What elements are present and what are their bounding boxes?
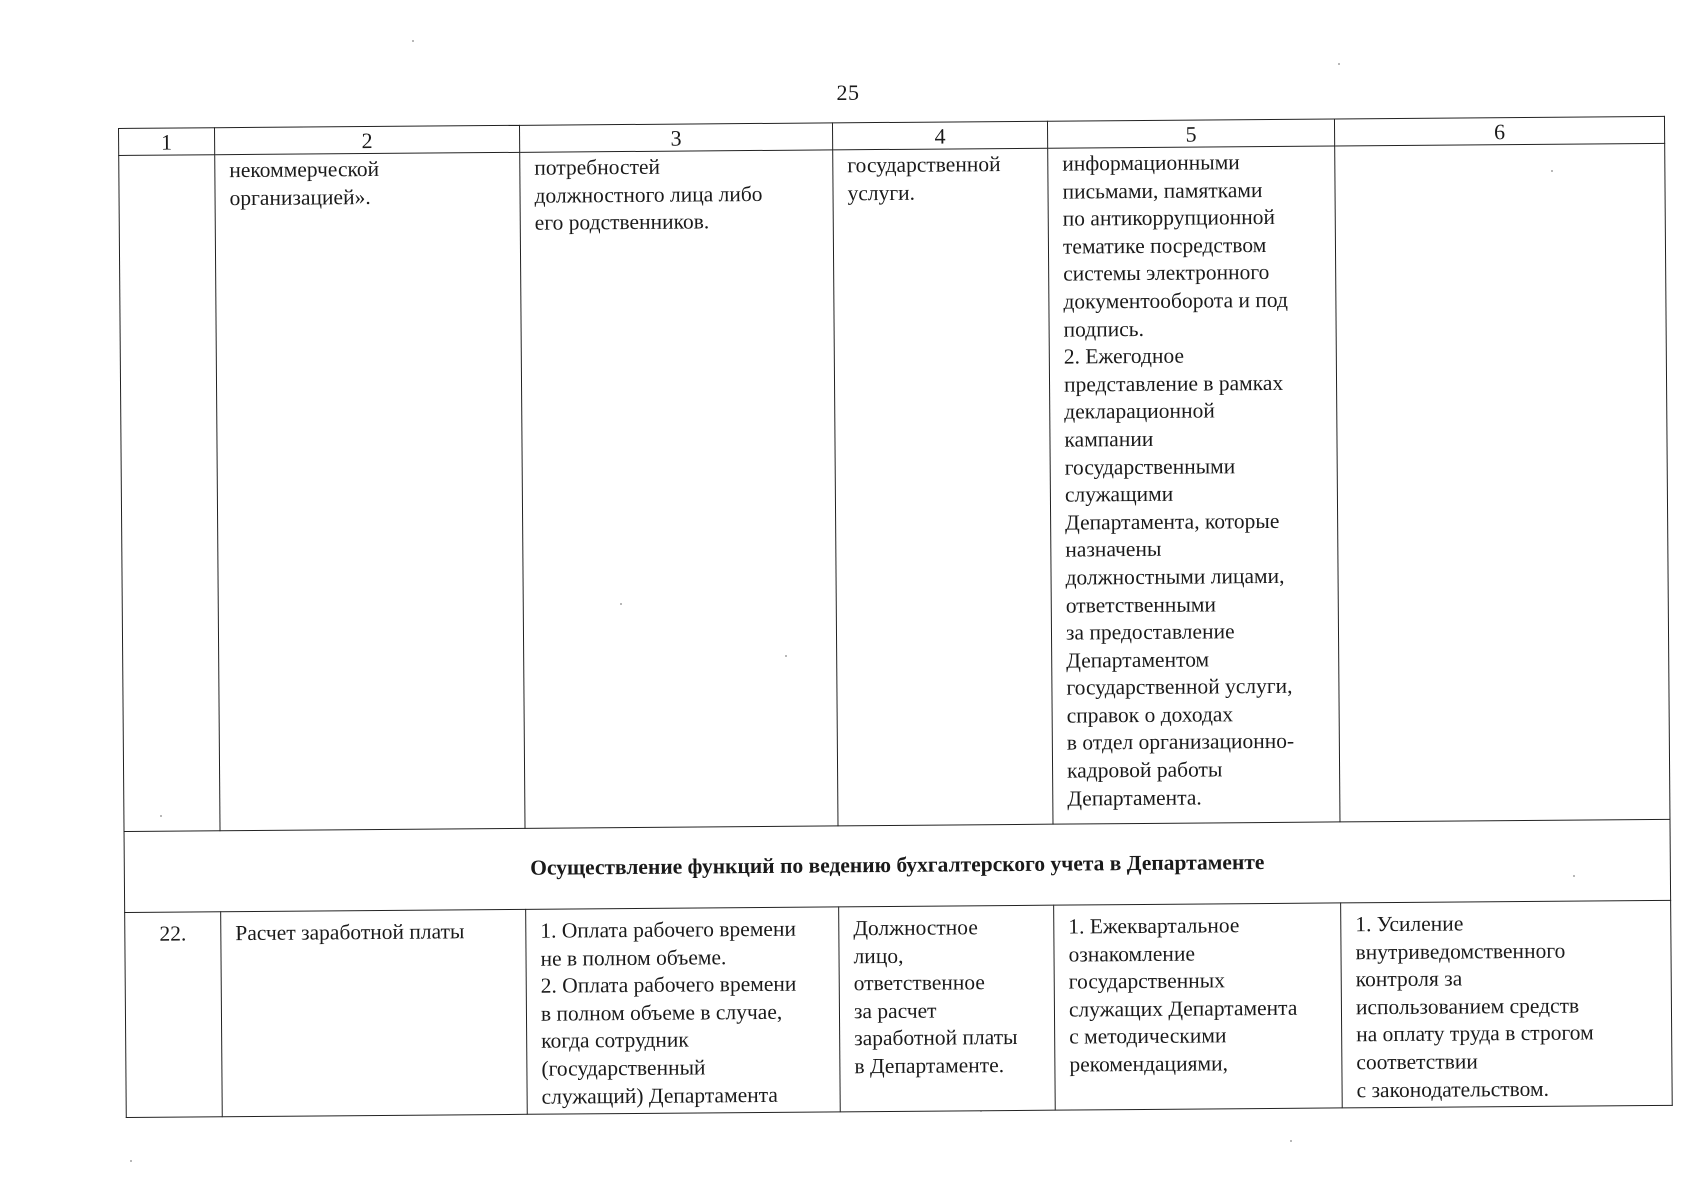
scan-speck	[1338, 63, 1340, 65]
scan-speck	[1290, 1140, 1292, 1142]
scan-speck	[785, 655, 787, 657]
table-row-22	[125, 900, 1673, 1117]
header-cell-6: 6	[1334, 116, 1664, 146]
risk-table	[118, 116, 1673, 1118]
row-22-position: Должностное лицо, ответственное за расчет заработной платы в Департаменте.	[839, 905, 1056, 1112]
row-22-number: 22.	[125, 912, 223, 1118]
row-22-proposals: 1. Усиление внутриведомственного контроля за использованием средств на оплату труда в строгом соответствии с законодательством.	[1341, 900, 1673, 1108]
header-cell-1: 1	[119, 128, 215, 156]
document-sheet	[118, 116, 1672, 1118]
scan-speck	[160, 815, 162, 817]
section-heading: Осуществление функций по ведению бухгалтерского учета в Департаменте	[124, 819, 1671, 912]
row-22-risk: 1. Оплата рабочего времени не в полном объеме. 2. Оплата рабочего времени в полном объеме в случае, когда сотрудник (государственный служащий) Департамента	[526, 907, 841, 1114]
scan-speck	[980, 1110, 982, 1112]
continued-row-risk: потребностей должностного лица либо его родственников.	[520, 150, 838, 828]
continued-row-measures: информационными письмами, памятками по антикоррупционной тематике посредством системы электронного документооборота и под подпись. 2. Ежегодное представление в рамках декларационной кампании государственными служащими Департамента, которые назначены должностными лицами, ответственными за предоставление Департаментом государственной услуги, справок о доходах в отдел организационно- кадровой работы Департамента.	[1048, 146, 1340, 824]
scan-speck	[1551, 170, 1553, 172]
header-cell-2: 2	[215, 125, 520, 154]
continued-row-position: государственной услуги.	[833, 148, 1053, 826]
row-22-function: Расчет заработной платы	[221, 909, 528, 1116]
header-cell-4: 4	[832, 121, 1047, 150]
page-number: 25	[836, 80, 860, 105]
continued-row-proposals	[1335, 143, 1670, 822]
scan-speck	[1573, 875, 1575, 877]
table-row-continued	[119, 143, 1670, 831]
scan-speck	[130, 1160, 132, 1162]
continued-row-number	[119, 155, 220, 832]
continued-row-function: некоммерческой организацией».	[215, 152, 525, 830]
scan-speck	[412, 40, 414, 42]
scan-speck	[620, 603, 622, 605]
section-heading-row	[124, 819, 1671, 912]
header-cell-3: 3	[519, 123, 832, 152]
row-22-measures: 1. Ежеквартальное ознакомление государственных служащих Департамента с методическими рекомендациями,	[1054, 903, 1343, 1110]
header-cell-5: 5	[1047, 119, 1334, 148]
